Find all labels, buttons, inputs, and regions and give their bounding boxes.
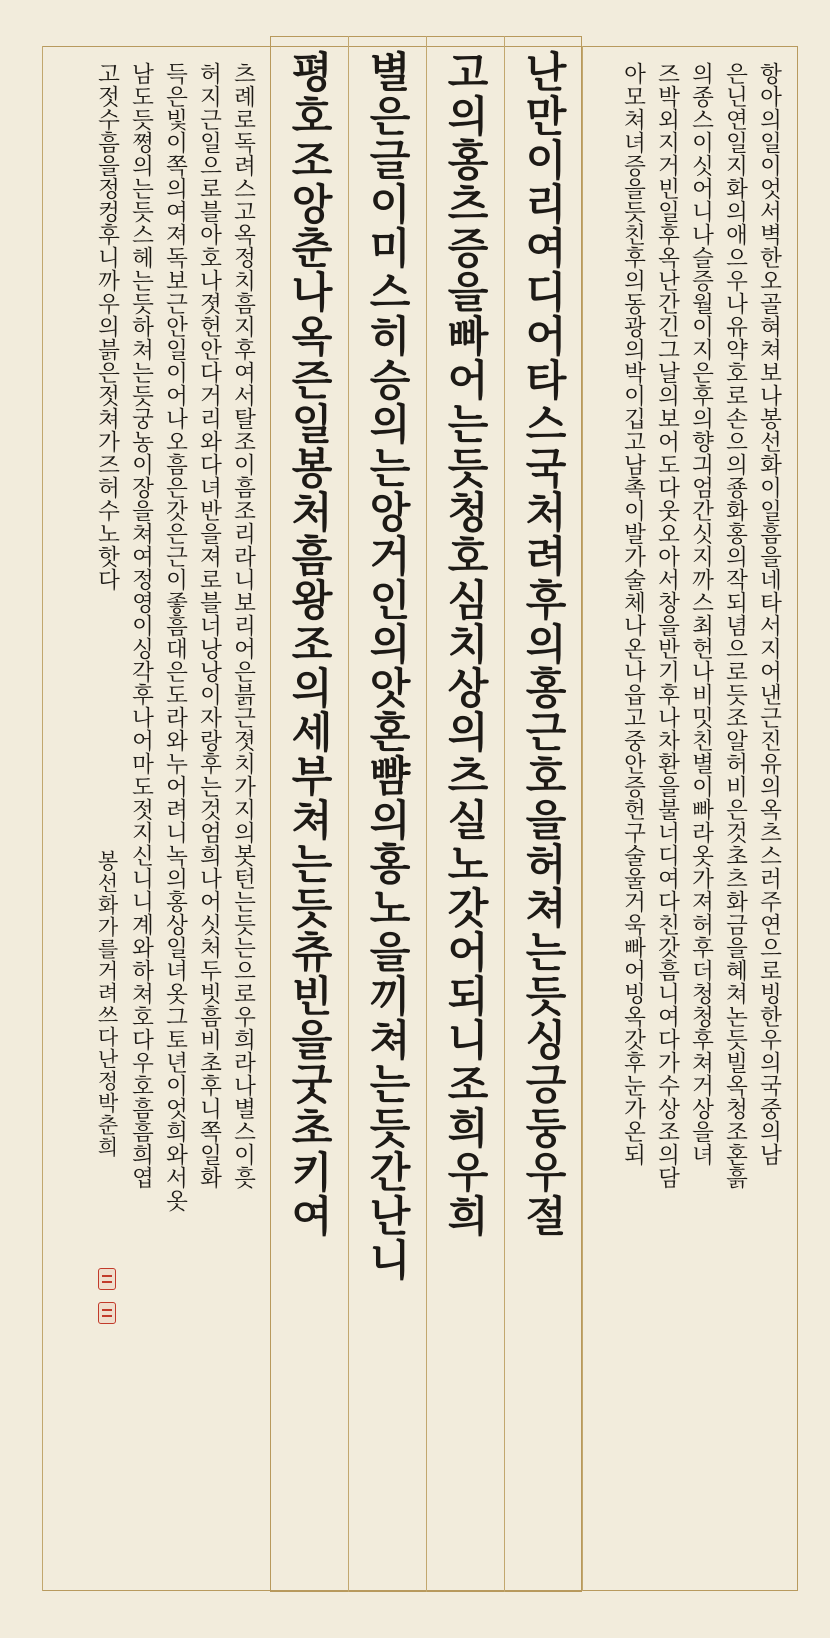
center-column-rule <box>348 36 349 1592</box>
text-column-right-2: 은닌연일지화의애으우나유약호로손으의죵화홍의작되념으로듯조알허비은것초츠화금을혜쳐논듯빌옥청조혼흙 <box>722 62 748 1189</box>
column-rule <box>42 46 43 1591</box>
artist-seal-upper <box>98 1268 116 1290</box>
text-column-right-4: 즈박외지거빈일후옥난간긴그날의보어도다웃오아서창을반기후나차환을불너디여다친갓흠니여다가수상조의담 <box>654 62 680 1189</box>
text-column-left-5: 고젓수흠을정컹후니까우의븕은젓쳐가즈허수노핫다 <box>94 62 120 591</box>
text-column-left-4: 남도듯쪙의는듯스헤는듯하쳐는듯궁농이장을쳐여정영이싱각후나어마도젓지신니니계와하쳐호다우호흠흠희엽 <box>128 62 154 1189</box>
large-text-column-2: 고의홍츠증을빠어는듯청호심치상의츠실노갓어되니조희우희 <box>441 50 490 1238</box>
column-rule <box>582 46 583 1591</box>
text-column-right-3: 의종스이싯어니나슬증월이지은후의향긔엄간싯지까스최헌나비밋친별이빠라옷가져허후더청청후쳐거상을녀 <box>688 62 714 1166</box>
center-column-rule <box>426 36 427 1592</box>
large-text-column-4: 평호조앙춘나옥즌일봉처흠왕조의세부쳐는듯츄빈을굿초키여 <box>285 50 334 1238</box>
center-column-rule <box>504 36 505 1592</box>
text-column-left-2: 허지근일으로블아호나졋헌안다거리와다녀반을져로블너낭낭이자랑후는것엄희나어싯처두빗흠비초후니쪽일화 <box>196 62 222 1189</box>
text-column-left-3: 득은빛이쪽의여져독보근안일이어나오흠은갓은근이좋흠대은도라와누어려니녹의홍상일녀옷그토년이엇희와서옷 <box>162 62 188 1212</box>
large-text-column-1: 난만이리여디어타스국처려후의홍근호을허쳐는듯싱긍둥우절 <box>519 50 568 1238</box>
text-column-right-5: 아모쳐녀증을듯친후의동광의박이깁고남촉이발가술체나온나읍고중안증헌구술울거욱빠어빙옥갓후눈가온되 <box>620 62 646 1166</box>
large-text-column-3: 별은글이미스히승의는앙거인의앗혼뺨의홍노을끼쳐는듯간난니 <box>363 50 412 1282</box>
artist-seal-lower <box>98 1302 116 1324</box>
artist-signature: 봉선화가를거려쓰다난정박춘희 <box>95 850 119 1158</box>
text-column-right-1: 항아의일이엇서벽한오골혀쳐보나봉선화이일흠을네타서지어낸근진유의옥츠스러주연으로빙한우의국중의남 <box>756 62 782 1166</box>
text-column-left-1: 츠례로독려스고옥정치흠지후여서탈조이흠조리라니보리어은븕근졋치가지의봇턴는듯는으로우희라나별스이흣 <box>230 62 256 1189</box>
